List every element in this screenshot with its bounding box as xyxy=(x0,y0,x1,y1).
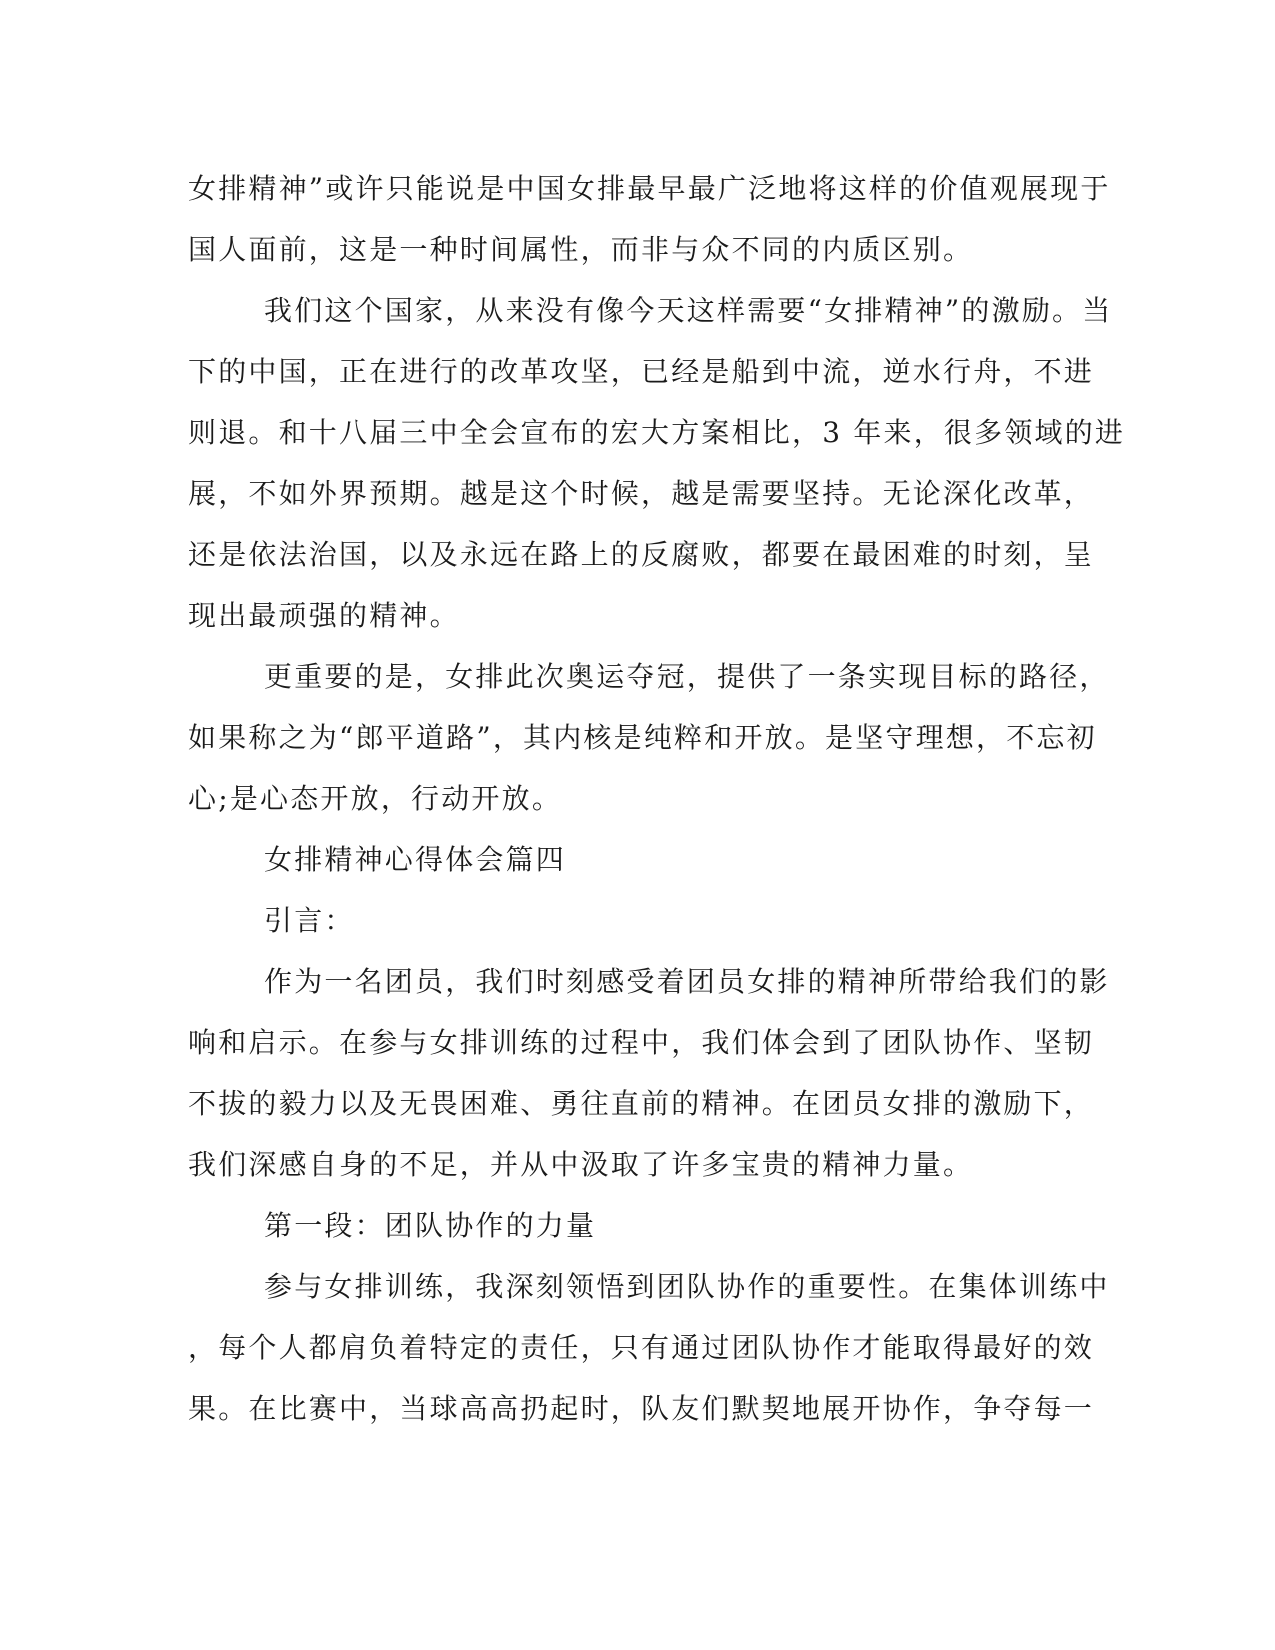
subsection-heading-1: 第一段：团队协作的力量 xyxy=(264,1209,597,1242)
text-line-7: 还是依法治国，以及永远在路上的反腐败，都要在最困难的时刻，呈 xyxy=(188,538,1095,571)
text-line-8: 现出最顽强的精神。 xyxy=(188,599,460,632)
text-line-11: 心;是心态开放，行动开放。 xyxy=(188,782,563,815)
text-line-5: 则退。和十八届三中全会宣布的宏大方案相比，3 年来，很多领域的进 xyxy=(188,416,1126,449)
text-line-19: 参与女排训练，我深刻领悟到团队协作的重要性。在集体训练中 xyxy=(264,1270,1110,1303)
text-line-14: 作为一名团员，我们时刻感受着团员女排的精神所带给我们的影 xyxy=(264,965,1110,998)
text-line-1: 女排精神”或许只能说是中国女排最早最广泛地将这样的价值观展现于 xyxy=(188,172,1111,205)
subsection-label-intro: 引言： xyxy=(264,904,355,937)
section-heading: 女排精神心得体会篇四 xyxy=(264,843,567,876)
text-line-16: 不拔的毅力以及无畏困难、勇往直前的精神。在团员女排的激励下， xyxy=(188,1087,1095,1120)
document-body xyxy=(188,158,1126,1439)
text-line-17: 我们深感自身的不足，并从中汲取了许多宝贵的精神力量。 xyxy=(188,1148,974,1181)
text-line-10: 如果称之为“郎平道路”，其内核是纯粹和开放。是坚守理想，不忘初 xyxy=(188,721,1097,754)
text-line-15: 响和启示。在参与女排训练的过程中，我们体会到了团队协作、坚韧 xyxy=(188,1026,1095,1059)
text-line-20: ，每个人都肩负着特定的责任，只有通过团队协作才能取得最好的效 xyxy=(188,1331,1095,1364)
text-line-4: 下的中国，正在进行的改革攻坚，已经是船到中流，逆水行舟，不进 xyxy=(188,355,1095,388)
text-line-3: 我们这个国家，从来没有像今天这样需要“女排精神”的激励。当 xyxy=(264,294,1113,327)
text-line-9: 更重要的是，女排此次奥运夺冠，提供了一条实现目标的路径， xyxy=(264,660,1110,693)
text-line-2: 国人面前，这是一种时间属性，而非与众不同的内质区别。 xyxy=(188,233,974,266)
text-line-21: 果。在比赛中，当球高高扔起时，队友们默契地展开协作，争夺每一 xyxy=(188,1392,1095,1425)
text-line-6: 展，不如外界预期。越是这个时候，越是需要坚持。无论深化改革， xyxy=(188,477,1095,510)
